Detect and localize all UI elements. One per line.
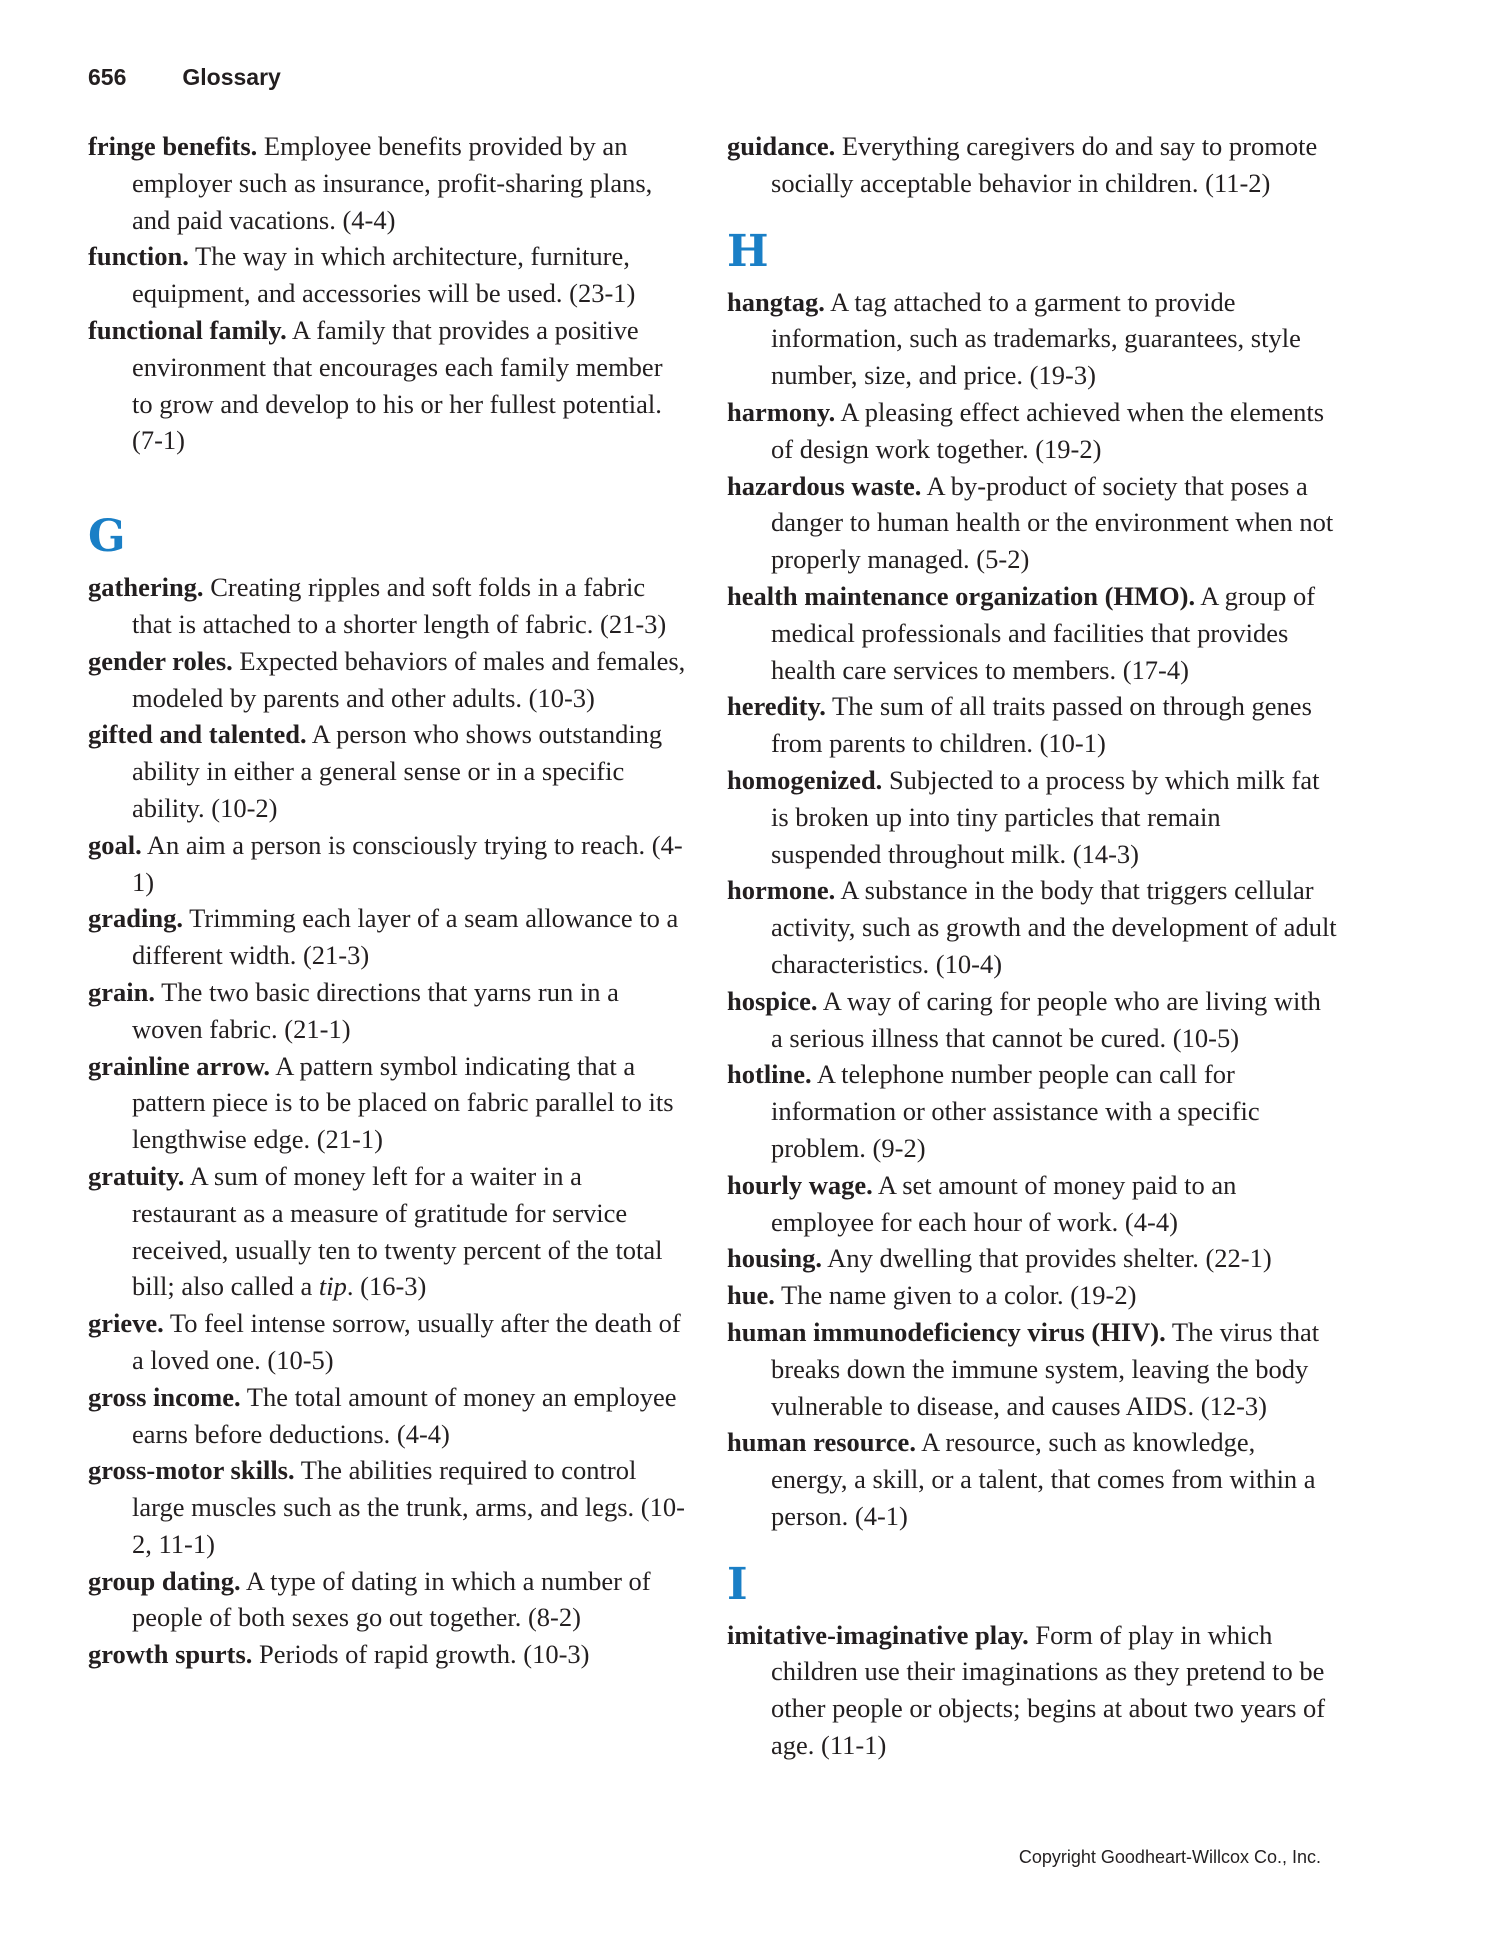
glossary-entry [727,578,1337,688]
glossary-entry [727,1314,1337,1424]
entry-term: housing. [727,1243,823,1274]
entry-definition: A group of medical professionals and facilities that provides health care services to members. (17-4) [771,580,1316,685]
entry-definition: Trimming each layer of a seam allowance to a different width. (21-3) [132,903,679,971]
glossary-entry [727,468,1337,578]
entry-term: gender roles. [88,645,233,676]
entry-term: grain. [88,976,155,1007]
entry-term: group dating. [88,1565,241,1596]
entry-term: hazardous waste. [727,470,922,501]
entry-term: heredity. [727,691,826,722]
entry-term: homogenized. [727,764,883,795]
entry-definition: Creating ripples and soft folds in a fabric that is attached to a shorter length of fabric. (21-3) [132,572,667,639]
entry-term: hourly wage. [727,1169,873,1200]
glossary-entry [88,238,688,312]
page-title: Glossary [182,64,281,90]
entry-definition: A tag attached to a garment to provide information, such as trademarks, guarantees, style number, size, and price. (19-3) [771,286,1301,391]
glossary-entry [88,1379,688,1453]
entry-definition: Form of play in which children use their imaginations as they pretend to be other people or objects; begins at about two years of age. (11-1) [771,1619,1326,1761]
glossary-entry [727,128,1337,202]
glossary-entry [727,1617,1337,1764]
copyright-footer: Copyright Goodheart-Willcox Co., Inc. [1018,1847,1321,1867]
entry-term: human resource. [727,1427,916,1458]
glossary-entry [88,900,688,974]
entry-term: hotline. [727,1059,812,1090]
entry-term: hormone. [727,875,836,906]
glossary-entry [727,872,1337,982]
entry-term: growth spurts. [88,1639,253,1670]
glossary-entry [88,1452,688,1562]
entry-definition: A resource, such as knowledge, energy, a skill, or a talent, that comes from within a person. (4-1) [771,1427,1316,1531]
entry-definition: A way of caring for people who are living with a serious illness that cannot be cured. (10-5) [771,985,1321,1053]
glossary-entry [88,827,688,901]
section-letter-i: I [727,1558,748,1610]
left-column [88,128,688,1673]
glossary-entry [88,128,688,238]
entry-term: gifted and talented. [88,719,307,750]
entry-term: gross income. [88,1381,241,1412]
glossary-entry [727,284,1337,394]
entry-definition: To feel intense sorrow, usually after the death of a loved one. (10-5) [132,1308,681,1375]
entry-term: gathering. [88,572,204,603]
entry-definition: Expected behaviors of males and females, modeled by parents and other adults. (10-3) [132,645,686,713]
entry-definition: Any dwelling that provides shelter. (22-1) [822,1243,1272,1274]
section-letter-g: G [88,511,126,563]
entry-definition: A type of dating in which a number of people of both sexes go out together. (8-2) [132,1565,651,1633]
entry-definition: A family that provides a positive environment that encourages each family member to grow and develop to his or her fullest potential. (7-1) [132,314,663,456]
entry-term: health maintenance organization (HMO). [727,580,1196,611]
entry-definition: A pattern symbol indicating that a pattern piece is to be placed on fabric parallel to its lengthwise edge. (21-1) [132,1050,674,1155]
glossary-entry [88,974,688,1048]
glossary-entry [88,312,688,459]
glossary-entry [88,716,688,826]
glossary-entry [727,1277,1337,1314]
right-column [727,128,1337,1764]
glossary-entry [727,394,1337,468]
entry-definition: The way in which architecture, furniture, equipment, and accessories will be used. (23-1) [132,241,636,309]
glossary-entry [88,1158,688,1305]
entry-term: grieve. [88,1308,164,1339]
entry-term: hangtag. [727,286,825,317]
entry-definition: The sum of all traits passed on through genes from parents to children. (10-1) [771,691,1312,759]
entry-definition: A by-product of society that poses a danger to human health or the environment when not properly managed. (5-2) [771,470,1334,575]
entry-definition: A telephone number people can call for information or other assistance with a specific problem. (9-2) [771,1059,1260,1163]
entry-term: hospice. [727,985,818,1016]
page-header [88,64,281,91]
entry-definition: A pleasing effect achieved when the elements of design work together. (19-2) [771,396,1325,464]
entry-term: goal. [88,829,142,860]
entry-term: grading. [88,903,183,934]
entry-term: human immunodeficiency virus (HIV). [727,1316,1166,1347]
entry-definition: A substance in the body that triggers cellular activity, such as growth and the development of adult characteristics. (10-4) [771,875,1337,979]
entry-definition: Everything caregivers do and say to promote socially acceptable behavior in children. (11-2) [771,131,1318,198]
glossary-entry [727,1240,1337,1277]
glossary-entry [88,569,688,643]
entry-definition-end: . (16-3) [346,1271,427,1302]
entry-definition: A set amount of money paid to an employee for each hour of work. (4-4) [771,1169,1237,1237]
entry-term: fringe benefits. [88,131,258,161]
entry-definition: Periods of rapid growth. (10-3) [252,1639,590,1670]
glossary-entry [88,1305,688,1379]
entry-term: guidance. [727,131,836,161]
entry-term: functional family. [88,314,287,345]
glossary-entry [727,1167,1337,1241]
glossary-entry [727,1424,1337,1534]
entry-definition: Subjected to a process by which milk fat is broken up into tiny particles that remain suspended throughout milk. (14-3) [771,764,1320,869]
entry-definition: A person who shows outstanding ability in either a general sense or in a specific ability. (10-2) [132,719,663,823]
glossary-entry [727,1056,1337,1166]
entry-definition: The two basic directions that yarns run in a woven fabric. (21-1) [132,976,619,1044]
entry-definition: The name given to a color. (19-2) [774,1280,1137,1311]
glossary-entry [727,762,1337,872]
glossary-entry [88,1048,688,1158]
entry-definition: The total amount of money an employee earns before deductions. (4-4) [132,1381,677,1449]
section-letter-h: H [727,225,769,277]
entry-term: hue. [727,1280,775,1311]
entry-term: harmony. [727,396,836,427]
entry-italic-term: tip [318,1271,347,1302]
entry-term: gratuity. [88,1160,185,1191]
glossary-entry [727,688,1337,762]
glossary-entry [727,983,1337,1057]
entry-term: gross-motor skills. [88,1455,295,1486]
glossary-entry [88,1563,688,1637]
entry-definition: The virus that breaks down the immune system, leaving the body vulnerable to disease, and causes AIDS. (12-3) [771,1316,1320,1421]
entry-definition: The abilities required to control large muscles such as the trunk, arms, and legs. (10-2, 11-1) [132,1455,685,1559]
entry-definition: An aim a person is consciously trying to reach. (4-1) [132,829,683,897]
entry-term: grainline arrow. [88,1050,271,1081]
page-number: 656 [88,64,127,90]
entry-definition: A sum of money left for a waiter in a restaurant as a measure of gratitude for service received, usually ten to twenty percent of the total bill; also called a [132,1160,663,1302]
glossary-entry [88,643,688,717]
entry-definition: Employee benefits provided by an employer such as insurance, profit-sharing plans, and paid vacations. (4-4) [132,131,653,235]
glossary-entry [88,1636,688,1673]
entry-term: imitative-imaginative play. [727,1619,1029,1650]
entry-term: function. [88,241,189,272]
